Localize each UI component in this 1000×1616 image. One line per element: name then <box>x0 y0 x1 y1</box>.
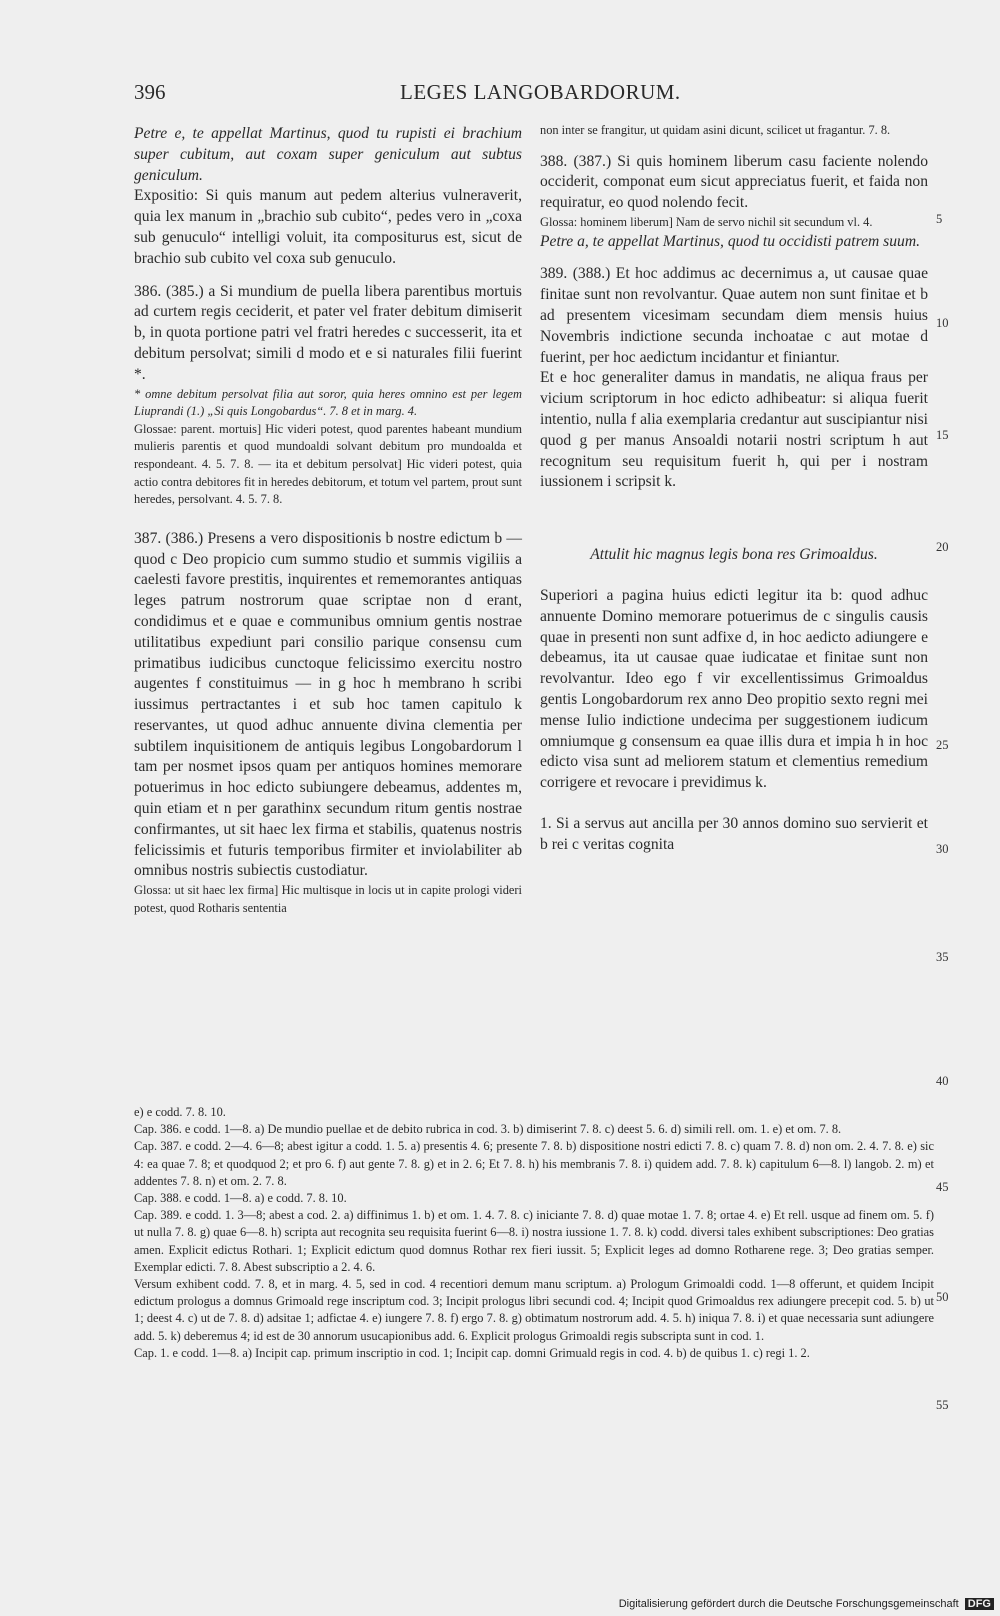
footnote-block: Cap. 389. e codd. 1. 3—8; abest a cod. 2. a) diffinimus 1. b) et om. 1. 4. 7. 8. c) iniciante 7. 8. d) quae motae 1. 7. 8; ortae 4. e) Et rell. usque ad finem om. 5. f) ut nulla 7. 8. g) quae 6—8. h) scripta aut recognita seu requisita fuerint 6—8. i) nostra iussione 1. 7. 8. k) codd. diversi tales exhibent subscriptiones: Deo gratias amen. Explicit edictus Rothari. 1; Explicit edictum quod domnus Rothar rex fieri iussit. 5; Explicit leges ad domno Rotharene rege. 3; Deo gratias semper. Exemplar edicti. 7. 8. Abest subscriptio a 2. 4. 6. <box>134 1208 934 1274</box>
right-column-spacer <box>540 493 928 545</box>
credit-text: Digitalisierung gefördert durch die Deutsche Forschungsgemeinschaft <box>618 1598 959 1610</box>
right-column-paragraph: Glossa: hominem liberum] Nam de servo nichil sit secundum vl. 4. <box>540 214 873 229</box>
left-column-paragraph: Glossa: ut sit haec lex firma] Hic multisque in locis ut in capite prologi videri potest, quod Rotharis sententia <box>134 883 522 915</box>
right-column-spacer <box>540 140 928 152</box>
line-number: 45 <box>936 1180 949 1194</box>
line-number: 40 <box>936 1074 949 1088</box>
right-column-spacer <box>540 794 928 814</box>
right-column-paragraph: Et e hoc generaliter damus in mandatis, ne aliqua fraus per vicium scriptorum in hoc edicto adhibeatur: si aliqua fuerit intentio, nulla f alia exemplaria credantur aut suscipiantur nisi quod g per manus Ansoaldi notarii nostri scriptum h aut recognitum seu requisitum fuerit h, qui per i nostram iussionem i scripsit k. <box>540 369 928 491</box>
line-number: 35 <box>936 950 949 964</box>
line-number: 50 <box>936 1290 949 1304</box>
footnote-block: Cap. 388. e codd. 1—8. a) e codd. 7. 8. 10. <box>134 1191 347 1206</box>
footnote-block: Cap. 387. e codd. 2—4. 6—8; abest igitur a codd. 1. 5. a) presentis 4. 6; presente 7. 8. b) dispositione nostri edicti 7. 8. c) quam 7. 8. d) non om. 2. 4. 7. 8. e) sic 4: ea quae 7. 8; et quodquod 2; et pro 6. f) aut gente 7. 8. g) et in 2. 6; Et 7. 8. h) his membranis 7. 8. i) quidem add. 7. 8. k) capitulum 6—8. l) langob. 2. m) et addentes 7. 8. n) et om. 2. 7. 8. <box>134 1139 934 1188</box>
right-column-spacer <box>540 252 928 264</box>
right-column-paragraph: Petre a, te appellat Martinus, quod tu occidisti patrem suum. <box>540 232 920 250</box>
critical-apparatus <box>134 1104 934 1362</box>
left-text-column <box>134 124 522 917</box>
running-title: LEGES LANGOBARDORUM. <box>400 80 681 104</box>
digitization-credit <box>619 1598 994 1610</box>
left-column-paragraph: * omne debitum persolvat filia aut soror, quia heres omnino est per legem Liuprandi (1.) „Si quis Longobardus“. 7. 8 et in marg. 4. <box>134 386 522 419</box>
left-column-paragraph: Petre e, te appellat Martinus, quod tu rupisti ei brachium super cubitum, aut coxam super geniculum aut subtus geniculum. <box>134 125 522 184</box>
right-column-paragraph: 389. (388.) Et hoc addimus ac decernimus a, ut causae quae finitae sunt non revolvantur. Quae autem non sunt finitae et b ad presentem vicesimam secundam diem mensis huius Novembris indictione secunda inchoatae c aut motae d fuerint, per hoc aedictum incidantur et finiantur. <box>540 265 928 366</box>
right-text-column <box>540 122 928 856</box>
line-number: 55 <box>936 1398 949 1412</box>
right-column-paragraph: 388. (387.) Si quis hominem liberum casu faciente nolendo occiderit, componat eum sicut appreciatus fuerit, et faida non requiratur, eo quod nolendo fecit. <box>540 152 928 212</box>
left-column-spacer <box>134 270 522 282</box>
footnote-block: e) e codd. 7. 8. 10. <box>134 1105 226 1119</box>
line-number: 30 <box>936 842 949 856</box>
footnote-block: Cap. 1. e codd. 1—8. a) Incipit cap. primum inscriptio in cod. 1; Incipit cap. domni Grimuald regis in cod. 4. b) de quibus 1. c) regi 1. 2. <box>134 1345 810 1360</box>
footnote-block: Cap. 386. e codd. 1—8. a) De mundio puellae et de debito rubrica in cod. 3. b) dimiserint 7. 8. c) deest 5. 6. d) simili rell. om. 1. e) et om. 7. 8. <box>134 1122 842 1137</box>
line-number: 25 <box>936 738 949 752</box>
line-number: 5 <box>936 212 943 226</box>
right-column-paragraph: Attulit hic magnus legis bona res Grimoaldus. <box>590 546 878 564</box>
right-column-spacer <box>540 566 928 586</box>
right-column-paragraph: Superiori a pagina huius edicti legitur ita b: quod adhuc annuente Domino memorare potuerimus de c singulis causis quae in presenti non sunt adfixe d, in hoc aedicto adiungere e debeamus, ita ut causae quae iudicatae et finitae sunt non revolvantur. Ideo ego f vir excellentissimus Grimoaldus gentis Longobardorum rex anno Deo propitio sexto regni mei mense Iulio indictione undecima per suggestionem iudicum omniumque g consensum ea quae illis dura et impia h in hoc edicto visa sunt ad meliorem statum et clementius remedium corrigere et revocare i previdimus k. <box>540 586 928 792</box>
right-column-paragraph: 1. Si a servus aut ancilla per 30 annos domino suo servierit et b rei c veritas cognita <box>540 814 928 853</box>
dfg-logo: DFG <box>965 1598 994 1610</box>
left-column-paragraph: Expositio: Si quis manum aut pedem alterius vulneraverit, quia lex manum in „brachio sub cubito“, pedes vero in „coxa sub genuculo“ intelligi voluit, ita compositurus est, sicut de brachio sub cubito vel coxa sub genuculo. <box>134 187 522 267</box>
left-column-paragraph: 387. (386.) Presens a vero dispositionis b nostre edictum b — quod c Deo propicio cum summo studio et summis vigiliis a caelesti favore prestitis, inquirentes et rememorantes antiquas leges patrum nostrorum quae scriptae non d erant, condidimus et e quae e communibus omnium gentis nostrae utilitatibus expediunt pari consilio parique consensu cum primatibus iudicibus cunctoque felicissimo exercitu nostro augentes f constituimus — in g hoc h membrano h scribi iussimus pertractantes i et sub hoc tamen capitulo k reservantes, ut quod adhuc annuente divina clementia per subtilem inquisitionem de antiquis legibus Longobardorum l tam per nosmet ipsos quam per antiquos homines memorare potuerimus in hoc edicto subiungere debeamus, addentes m, quin etiam et n per garathinx secundum ritum gentis nostrae confirmantes, ut sit haec lex firma et stabilis, quatenus nostris felicissimis et futuris temporibus firmiter et inviolabiliter ab omnibus nostris subiectis custodiatur. <box>134 529 522 880</box>
page-number: 396 <box>134 80 166 104</box>
footnote-block: Versum exhibent codd. 7. 8, et in marg. 4. 5, sed in cod. 4 recentiori demum manu scriptum. a) Prologum Grimoaldi codd. 1—8 offerunt, et quidem Incipit edictum prologus a domnus Grimoald rege inscriptum cod. 3; Incipit prologus libri secundi cod. 4; Incipit quod Grimoaldus rex adiungere precepit cod. 5. b) ut 1; deest 4. c) ut de 7. 8. d) adsitae 1; adfictae 4. e) iungere 7. 8. f) ergo 7. 8. g) obtimatum nostrorum add. 4. 5. h) iniqua 7. 8. i) et quae necessaria sunt adiungere add. 5. k) deberemus 4; id est de 30 annorum usucapionibus add. 6. Explicit prologus Grimoaldi regis subscripta sunt in cod. 1. <box>134 1277 934 1343</box>
left-column-spacer <box>134 509 522 529</box>
line-number: 20 <box>936 540 949 554</box>
line-number: 10 <box>936 316 949 330</box>
line-number: 15 <box>936 428 949 442</box>
left-column-paragraph: Glossae: parent. mortuis] Hic videri potest, quod parentes habeant mundium mulieris parentis et quod mundoaldi solvant debitum pro mundoalda et respondeant. 4. 5. 7. 8. — ita et debitum persolvat] Hic videri potest, quia actio contra debitores fit in heredes debitorum, et totum vel partem, prout sunt heredes, persolvant. 4. 5. 7. 8. <box>134 421 522 507</box>
left-column-paragraph: 386. (385.) a Si mundium de puella libera parentibus mortuis ad curtem regis ceciderit, et pater vel frater debitum dimiserit b, in quota portione patri vel fratri heredes c successerit, ita et debitum persolvat; simili d modo et e si naturales filii fuerint *. <box>134 282 522 383</box>
right-column-paragraph: non inter se frangitur, ut quidam asini dicunt, scilicet ut fragantur. 7. 8. <box>540 123 891 137</box>
